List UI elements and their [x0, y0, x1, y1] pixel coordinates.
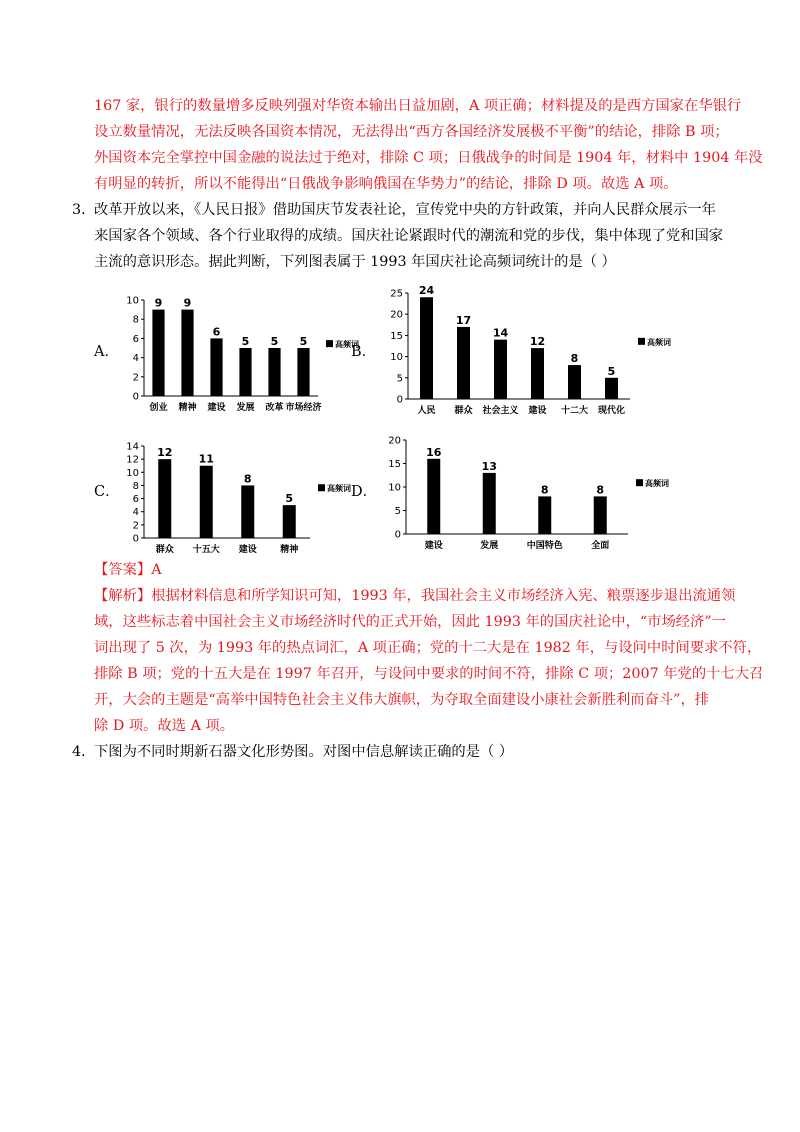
- y-tick-label: 0: [394, 529, 401, 541]
- data-label: 16: [426, 445, 442, 459]
- data-label: 13: [481, 459, 497, 473]
- y-tick-label: 2: [132, 520, 139, 532]
- y-tick-label: 10: [126, 467, 139, 479]
- x-tick-label: 改革: [265, 403, 284, 413]
- y-tick-label: 10: [126, 295, 139, 307]
- q3-stem-line: 改革开放以来，《人民日报》借助国庆节发表社论，宣传党中央的方针政策，并向人民群众展示一年: [94, 202, 716, 218]
- analysis-line: 词出现了 5 次，为 1993 年的热点词汇，A 项正确；党的十二大是在 1982 年，与设问中时间要求不符，: [94, 640, 762, 656]
- bar: [297, 348, 309, 396]
- x-tick-label: 现代化: [597, 406, 626, 416]
- x-tick-label: 群众: [155, 545, 174, 555]
- q4-number: 4．: [72, 744, 96, 760]
- y-tick-label: 8: [132, 314, 139, 326]
- legend-label: 高频词: [645, 479, 669, 489]
- bar: [594, 496, 607, 534]
- analysis-label: 【解析】: [94, 588, 152, 604]
- legend-swatch: [638, 338, 645, 345]
- option-d-label: D．: [351, 484, 378, 500]
- legend-swatch: [636, 479, 643, 486]
- bar: [568, 365, 581, 399]
- bar: [427, 459, 440, 534]
- legend-swatch: [326, 340, 333, 347]
- bar: [457, 327, 470, 399]
- analysis-line: 域，这些标志着中国社会主义市场经济时代的正式开始，因此 1993 年的国庆社论中，“市场经济”一: [94, 614, 726, 630]
- y-tick-label: 2: [132, 372, 139, 384]
- y-tick-label: 0: [132, 391, 139, 403]
- data-label: 9: [154, 296, 163, 310]
- bar: [605, 378, 618, 399]
- q2-explanation-line: 167 家，银行的数量增多反映列强对华资本输出日益加剧，A 项正确；材料提及的是西方国家在华银行: [94, 98, 742, 114]
- y-tick-label: 5: [394, 506, 401, 517]
- bar: [420, 297, 433, 399]
- data-label: 5: [270, 335, 279, 348]
- y-tick-label: 6: [132, 494, 139, 506]
- legend-label: 高频词: [335, 340, 359, 350]
- data-label: 14: [492, 326, 509, 340]
- answer-label: 【答案】: [94, 562, 152, 578]
- bar: [483, 473, 496, 534]
- y-tick-label: 10: [390, 352, 403, 364]
- data-label: 8: [243, 472, 252, 486]
- data-label: 5: [285, 492, 294, 506]
- q3-stem-line: 来国家各个领域、各个行业取得的成绩。国庆社论紧跟时代的潮流和党的步伐，集中体现了党和国家: [94, 228, 724, 244]
- y-tick-label: 0: [132, 533, 139, 545]
- option-a-label: A．: [94, 344, 119, 360]
- bar: [239, 348, 251, 396]
- bar: [283, 505, 296, 538]
- y-tick-label: 10: [388, 482, 401, 494]
- analysis-line: 除 D 项。故选 A 项。: [94, 718, 235, 734]
- x-tick-label: 群众: [454, 406, 473, 416]
- bar: [152, 310, 164, 396]
- x-tick-label: 创业: [149, 403, 168, 413]
- x-tick-label: 发展: [236, 403, 255, 413]
- bar: [494, 340, 507, 399]
- x-tick-label: 十二大: [560, 406, 589, 416]
- data-label: 17: [455, 313, 472, 327]
- y-tick-label: 8: [132, 480, 139, 492]
- y-tick-label: 14: [126, 441, 139, 453]
- y-tick-label: 4: [132, 353, 139, 365]
- x-tick-label: 发展: [480, 541, 499, 551]
- q2-explanation-line: 设立数量情况，无法反映各国资本情况，无法得出“西方各国经济发展极不平衡”的结论，排除 B 项；: [94, 124, 729, 140]
- chart-c: [118, 438, 351, 555]
- data-label: 8: [540, 483, 549, 497]
- legend-label: 高频词: [647, 337, 671, 347]
- analysis-line: 【解析】根据材料信息和所学知识可知，1993 年，我国社会主义市场经济入宪、粮票逐步退出流通领: [94, 588, 736, 604]
- q4-stem: 下图为不同时期新石器文化形势图。对图中信息解读正确的是（ ）: [94, 744, 514, 760]
- y-tick-label: 4: [132, 507, 139, 519]
- bar: [241, 485, 254, 538]
- x-tick-label: 精神: [280, 545, 299, 555]
- bar: [531, 348, 544, 399]
- bar: [268, 348, 280, 396]
- q2-explanation-line: 外国资本完全掌控中国金融的说法过于绝对，排除 C 项；日俄战争的时间是 1904 年，材料中 1904 年没: [94, 150, 763, 166]
- y-tick-label: 15: [390, 330, 403, 342]
- answer-value: A: [151, 562, 162, 578]
- legend-label: 高频词: [327, 484, 351, 494]
- data-label: 5: [607, 364, 616, 378]
- answer-line: [94, 560, 162, 580]
- data-label: 5: [299, 335, 308, 348]
- x-tick-label: 中国特色: [526, 541, 563, 551]
- bar: [538, 496, 551, 534]
- x-tick-label: 建设: [238, 545, 257, 555]
- data-label: 5: [241, 335, 250, 348]
- data-label: 11: [198, 452, 214, 466]
- q2-explanation-line: 有明显的转折，所以不能得出“日俄战争影响俄国在华势力”的结论，排除 D 项。故选 A 项。: [94, 176, 678, 192]
- bar: [200, 466, 213, 538]
- legend-swatch: [318, 484, 325, 491]
- y-tick-label: 0: [396, 394, 403, 406]
- data-label: 8: [570, 352, 579, 366]
- data-label: 6: [212, 325, 221, 339]
- x-tick-label: 十五大: [192, 545, 220, 555]
- data-label: 12: [529, 335, 546, 349]
- chart-d: [374, 434, 669, 551]
- y-tick-label: 25: [390, 288, 403, 300]
- x-tick-label: 市场经济: [285, 403, 322, 413]
- y-tick-label: 20: [390, 309, 403, 321]
- analysis-line: 排除 B 项；党的十五大是在 1997 年召开，与设问中要求的时间不符，排除 C 项；2007 年党的十七大召: [94, 666, 764, 682]
- x-tick-label: 精神: [178, 403, 197, 413]
- data-label: 12: [157, 446, 173, 460]
- bar: [158, 459, 171, 538]
- y-tick-label: 12: [126, 454, 139, 466]
- analysis-line: 开，大会的主题是“高举中国特色社会主义伟大旗帜，为夺取全面建设小康社会新胜利而奋斗”，排: [94, 692, 710, 708]
- y-tick-label: 5: [396, 373, 403, 385]
- bar: [210, 338, 222, 396]
- x-tick-label: 建设: [207, 403, 226, 413]
- chart-a: [118, 292, 359, 414]
- chart-b: [374, 283, 671, 416]
- y-tick-label: 15: [388, 459, 401, 470]
- y-tick-label: 6: [132, 333, 139, 345]
- y-tick-label: 20: [388, 435, 401, 447]
- option-b-label: B．: [351, 344, 377, 360]
- x-tick-label: 社会主义: [482, 406, 519, 416]
- data-label: 24: [418, 284, 435, 298]
- q3-number: 3．: [72, 202, 96, 218]
- option-c-label: C．: [94, 484, 120, 500]
- bar: [181, 310, 193, 396]
- x-tick-label: 建设: [528, 406, 547, 416]
- q3-stem-line: 主流的意识形态。据此判断，下列图表属于 1993 年国庆社论高频词统计的是（ ）: [94, 254, 616, 270]
- x-tick-label: 全面: [591, 541, 610, 551]
- data-label: 8: [596, 483, 605, 497]
- x-tick-label: 建设: [424, 541, 443, 551]
- data-label: 9: [183, 296, 192, 310]
- x-tick-label: 人民: [417, 406, 436, 416]
